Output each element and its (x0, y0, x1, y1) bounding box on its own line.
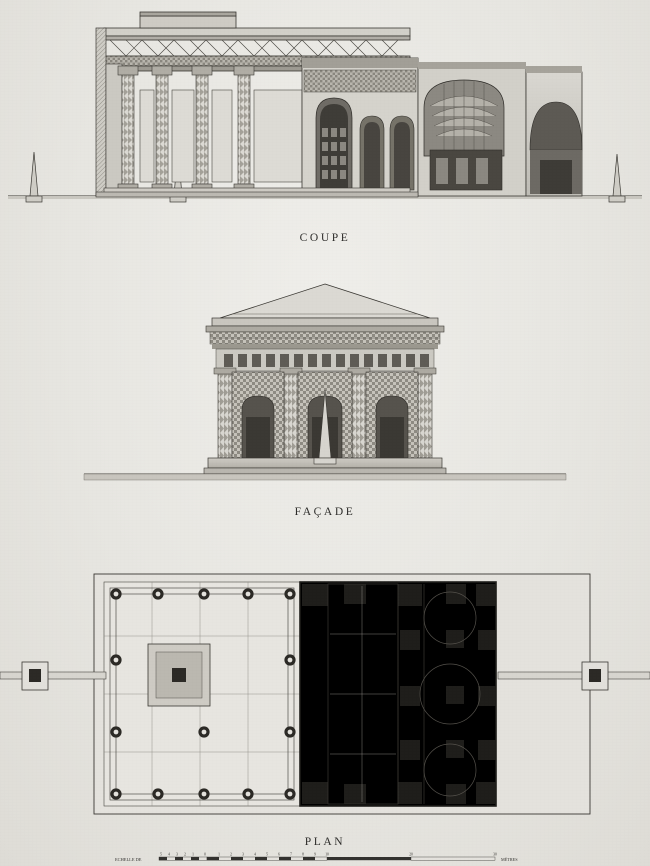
svg-text:2: 2 (230, 852, 232, 857)
facade-drawing (0, 262, 650, 500)
svg-text:6: 6 (278, 852, 280, 857)
scale-label-left: ECHELLE DE (115, 857, 142, 862)
svg-text:7: 7 (290, 852, 292, 857)
svg-text:8: 8 (302, 852, 304, 857)
caption-facade: FAÇADE (294, 506, 356, 518)
svg-text:4: 4 (254, 852, 256, 857)
coupe-drawing (0, 0, 650, 225)
caption-coupe: COUPE (299, 232, 351, 244)
svg-text:1: 1 (218, 852, 220, 857)
svg-text:10: 10 (325, 852, 329, 857)
figure-facade (0, 262, 650, 500)
svg-text:5: 5 (266, 852, 268, 857)
svg-text:4: 4 (168, 852, 170, 857)
svg-text:0: 0 (204, 852, 206, 857)
svg-text:20: 20 (409, 852, 413, 857)
svg-text:9: 9 (314, 852, 316, 857)
svg-text:5: 5 (160, 852, 162, 857)
figure-plan (0, 556, 650, 832)
svg-text:3: 3 (176, 852, 178, 857)
svg-text:3: 3 (242, 852, 244, 857)
svg-text:2: 2 (184, 852, 186, 857)
scale-bar-graphic (115, 852, 535, 866)
scale-bar (0, 852, 650, 866)
svg-text:1: 1 (192, 852, 194, 857)
figure-coupe (0, 0, 650, 225)
caption-plan: PLAN (304, 836, 346, 848)
svg-text:30: 30 (493, 852, 497, 857)
scale-unit-label: MÈTRES (501, 857, 518, 862)
plan-drawing (0, 556, 650, 832)
